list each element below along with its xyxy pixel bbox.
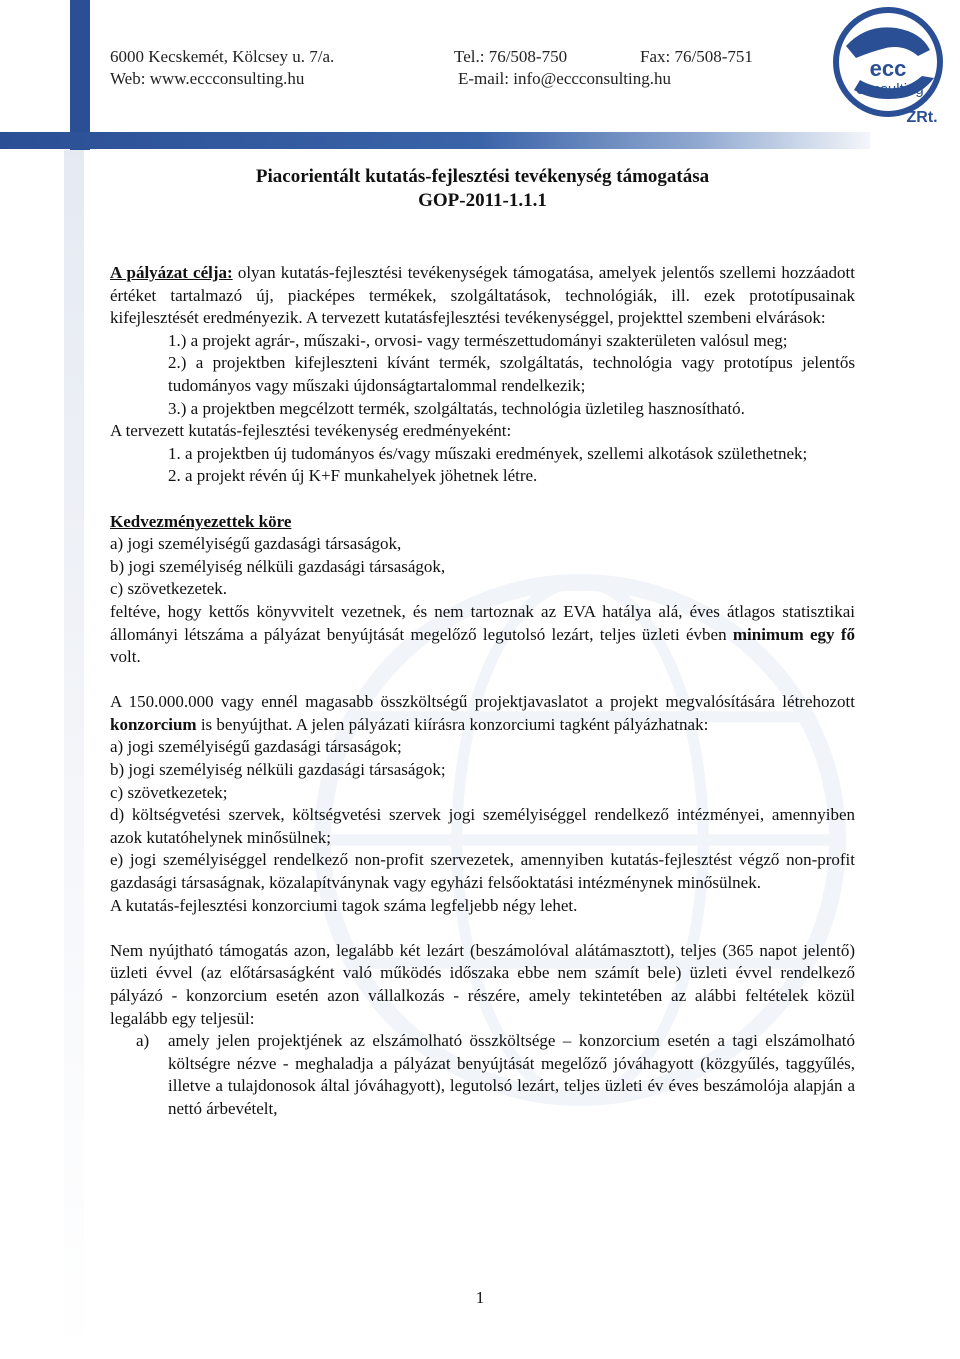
consortium-max-members: A kutatás-fejlesztési konzorciumi tagok száma legfeljebb négy lehet.: [110, 895, 578, 915]
header-web: Web: www.eccconsulting.hu: [110, 69, 305, 88]
program-code: GOP-2011-1.1.1: [418, 190, 547, 211]
beneficiary-c: c) szövetkezetek.: [110, 579, 228, 599]
header-tel: Tel.: 76/508-750: [454, 47, 568, 66]
document-body: [110, 262, 855, 1121]
exclusion-item-a: [110, 1030, 855, 1120]
beneficiary-b: b) jogi személyiség nélküli gazdasági társaságok,: [110, 556, 446, 576]
requirement-2: 2.) a projektben kifejleszteni kívánt termék, szolgáltatás, technológia vagy prototípus jelentős tudományos vagy műszaki újdonságtartalommal rendelkezik;: [168, 353, 855, 395]
header-horizontal-bar: [0, 132, 870, 149]
consortium-member-c: c) szövetkezetek;: [110, 782, 228, 802]
page-number: 1: [475, 1288, 485, 1307]
consortium-member-e: e) jogi személyiséggel rendelkező non-profit szervezetek, amennyiben kutatás-fejlesztést végző non-profit gazdasági társaságnak, közalapítványnak vagy egyházi felsőoktatási intézménynek minősülnek.: [110, 850, 855, 893]
company-logo: [826, 6, 950, 126]
results-intro: A tervezett kutatás-fejlesztési tevékenység eredményeként:: [110, 421, 512, 441]
beneficiaries-heading: Kedvezményezettek köre: [110, 511, 292, 531]
beneficiary-a: a) jogi személyiségű gazdasági társaságok,: [110, 534, 402, 554]
consortium-term: konzorcium: [110, 714, 197, 734]
requirement-1: 1.) a projekt agrár-, műszaki-, orvosi- vagy természettudományi szakterületen valósul meg;: [168, 330, 788, 350]
logo-brand: ecc: [869, 56, 907, 81]
header-email: E-mail: info@eccconsulting.hu: [458, 69, 671, 88]
result-1: 1. a projektben új tudományos és/vagy műszaki eredmények, szellemi alkotások születhetnek;: [168, 443, 808, 463]
goal-paragraph: [110, 262, 855, 330]
header-address: 6000 Kecskemét, Kölcsey u. 7/a.: [110, 47, 335, 66]
header-vertical-bar: [70, 0, 90, 150]
margin-vertical-shade: [64, 150, 84, 1359]
requirement-3: 3.) a projektben megcélzott termék, szolgáltatás, technológia üzletileg hasznosítható.: [168, 398, 745, 418]
minimum-employee: minimum egy fő: [732, 624, 855, 644]
result-2: 2. a projekt révén új K+F munkahelyek jöhetnek létre.: [168, 466, 538, 486]
goal-text: olyan kutatás-fejlesztési tevékenységek támogatása, amelyek jelentős szellemi hozzáadott értéket tartalmazó új, piacképes termékek, szolgáltatások, technológiák, ill. ezek prototípusainak kifejlesztését eredményezik. A tervezett kutatásfejlesztési tevékenységgel, projekttel szembeni elvárások:: [110, 263, 855, 328]
logo-suffix: ZRt.: [906, 109, 938, 126]
goal-heading: A pályázat célja:: [110, 263, 233, 282]
logo-consulting: consulting: [856, 81, 924, 98]
exclusion-item-label: a): [136, 1031, 150, 1051]
exclusion-item-text: amely jelen projektjének az elszámolható összköltsége – konzorcium esetén a tagi elszámolható költségre nézve - meghaladja a pályázat benyújtását megelőző jóváhagyott (közgyűlés, taggyűlés, illetve a tulajdonosok által jóváhagyott), legutolsó lezárt, teljes üzleti év éves beszámolója alapján a nettó árbevételt,: [168, 1031, 855, 1118]
beneficiary-condition: feltéve, hogy kettős könyvvitelt vezetnek, és nem tartoznak az EVA hatálya alá, éves átlagos statisztikai állományi létszáma a pályázat benyújtását megelőző legutolsó lezárt, teljes üzleti évben minimum egy fő volt.: [110, 601, 855, 667]
consortium-member-a: a) jogi személyiségű gazdasági társaságok;: [110, 737, 402, 757]
consortium-paragraph: A 150.000.000 vagy ennél magasabb összköltségű projektjavaslatot a projekt megvalósítására létrehozott konzorcium is benyújthat. A jelen pályázati kiírásra konzorciumi tagként pályázhatnak:: [110, 692, 855, 734]
consortium-member-d: d) költségvetési szervek, költségvetési szervek jogi személyiséggel rendelkező intézményei, amennyiben azok kutatóhelynek minősülnek;: [110, 805, 855, 847]
header-fax: Fax: 76/508-751: [640, 47, 753, 66]
exclusion-paragraph: Nem nyújtható támogatás azon, legalább két lezárt (beszámolóval alátámasztott), teljes (365 napot jelentő) üzleti évvel (az előtársaságként való működés időszaka ebbe nem számít bele) üzleti évvel rendelkező pályázó - konzorcium esetén azon vállalkozás - részére, amely tekintetében az alábbi feltételek közül legalább egy teljesül:: [110, 940, 855, 1028]
consortium-member-b: b) jogi személyiség nélküli gazdasági társaságok;: [110, 760, 446, 780]
document-title: Piacorientált kutatás-fejlesztési tevékenység támogatása: [255, 166, 710, 187]
